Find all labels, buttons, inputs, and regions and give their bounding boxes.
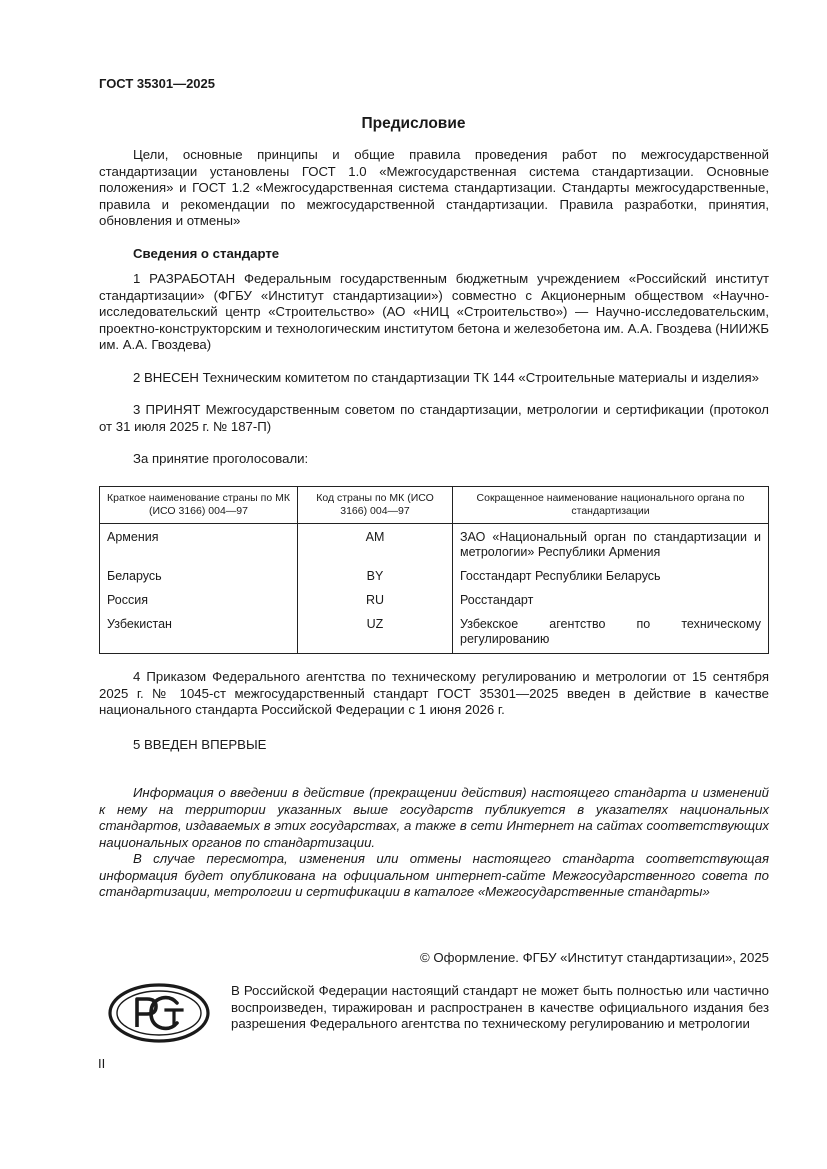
page-title: Предисловие [361, 115, 466, 132]
info-note-paragraph-2: В случае пересмотра, изменения или отмены настоящего стандарта соответствующая информация будет опубликована на официальном интернет-сайте Межгосударственного совета по стандартизации, метрологии и сертификации в каталоге «Межгосударственные стандарты» [99, 851, 769, 899]
info-heading: Сведения о стандарте [133, 245, 280, 261]
item-adopted: 3 ПРИНЯТ Межгосударственным советом по стандартизации, метрологии и сертификации (протокол от 31 июля 2025 г. № 187-П) [99, 402, 769, 434]
voted-label: За принятие проголосовали: [133, 451, 309, 466]
table-row [100, 614, 769, 654]
country-name-cell: Армения [100, 524, 298, 567]
foreword-section [99, 147, 769, 468]
country-code-cell: BY [298, 566, 453, 590]
info-note [99, 785, 769, 901]
item-first-introduced: 5 ВВЕДЕН ВПЕРВЫЕ [133, 736, 267, 752]
reproduction-notice: В Российской Федерации настоящий стандарт не может быть полностью или частично воспроизведен, тиражирован и распространен в качестве официального издания без разрешения Федерального агентства по техническому регулированию и метрологии [231, 983, 769, 1031]
item-submitted: 2 ВНЕСЕН Техническим комитетом по стандартизации ТК 144 «Строительные материалы и изделия» [133, 369, 759, 385]
table-row [100, 566, 769, 590]
table-row [100, 590, 769, 614]
document-header: ГОСТ 35301—2025 [99, 76, 215, 91]
intro-paragraph: Цели, основные принципы и общие правила проведения работ по межгосударственной стандартизации установлены ГОСТ 1.0 «Межгосударственная система стандартизации. Основные положения» и ГОСТ 1.2 «Межгосударственная система стандартизации. Стандарты межгосударственные, правила и рекомендации по межгосударственной стандартизации. Правила разработки, принятия, обновления и отмены» [99, 147, 769, 228]
item-order: 4 Приказом Федерального агентства по техническому регулированию и метрологии от 15 сентября 2025 г. № 1045-ст межгосударственный стандарт ГОСТ 35301—2025 введен в действие в качестве национального стандарта Российской Федерации с 1 июня 2026 г. [99, 669, 769, 717]
voting-states-table [99, 486, 769, 654]
table-header-row [100, 487, 769, 524]
national-body-cell: Госстандарт Республики Беларусь [453, 566, 769, 590]
page-number: II [98, 1056, 106, 1071]
country-name-cell: Узбекистан [100, 614, 298, 654]
national-body-cell: Узбекское агентство по техническому регулированию [453, 614, 769, 654]
country-code-cell: RU [298, 590, 453, 614]
national-body-cell: ЗАО «Национальный орган по стандартизации и метрологии» Республики Армения [453, 524, 769, 567]
info-note-paragraph-1: Информация о введении в действие (прекращении действия) настоящего стандарта и изменений к нему на территории указанных выше государств публикуется в указателях национальных стандартов, издаваемых в этих государствах, а также в сети Интернет на сайтах соответствующих национальных органов по стандартизации. [99, 785, 769, 850]
header-country-name: Краткое наименование страны по МК (ИСО 3166) 004—97 [100, 487, 298, 524]
country-code-cell: UZ [298, 614, 453, 654]
rst-certification-logo [107, 982, 211, 1049]
country-name-cell: Беларусь [100, 566, 298, 590]
country-name-cell: Россия [100, 590, 298, 614]
item-developed: 1 РАЗРАБОТАН Федеральным государственным бюджетным учреждением «Российский институт стандартизации» (ФГБУ «Институт стандартизации») совместно с Акционерным обществом «Научно-исследовательский центр «Строительство» (АО «НИЦ «Строительство») — Научно-исследовательским, проектно-конструкторским и технологическим институтом бетона и железобетона им. А.А. Гвоздева (НИИЖБ им. А.А. Гвоздева) [99, 271, 769, 352]
header-country-code: Код страны по МК (ИСО 3166) 004—97 [298, 487, 453, 524]
rst-logo-icon [107, 982, 211, 1044]
table-row [100, 524, 769, 567]
enactment-section [99, 669, 769, 753]
header-national-body: Сокращенное наименование национального органа по стандартизации [453, 487, 769, 524]
national-body-cell: Росстандарт [453, 590, 769, 614]
copyright-line: © Оформление. ФГБУ «Институт стандартизации», 2025 [420, 950, 769, 965]
country-code-cell: AM [298, 524, 453, 567]
